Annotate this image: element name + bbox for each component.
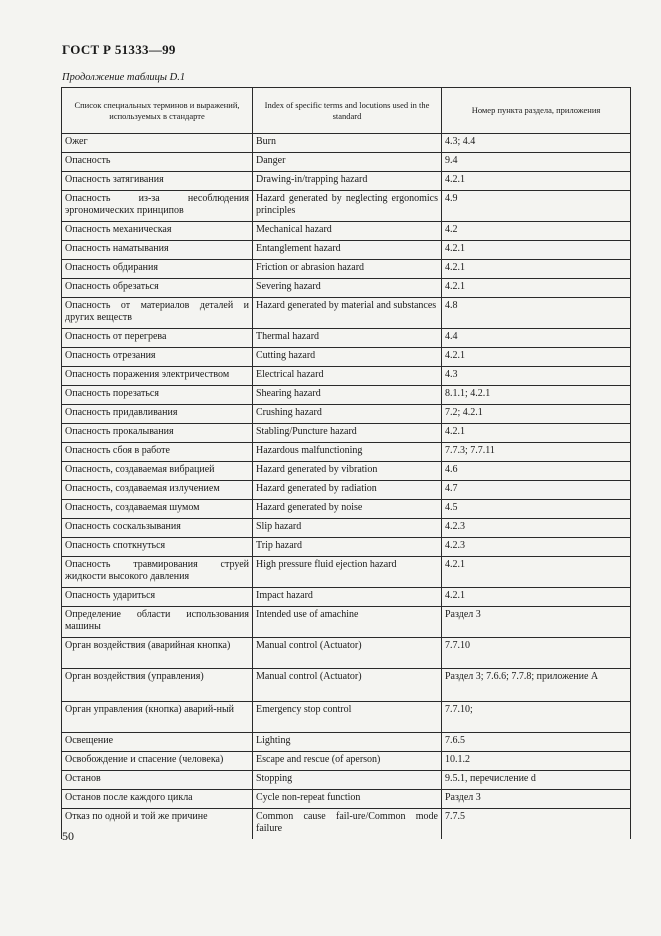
- section-reference-cell: Раздел 3: [442, 790, 631, 809]
- english-term-cell: Shearing hazard: [253, 386, 442, 405]
- section-reference-cell: 8.1.1; 4.2.1: [442, 386, 631, 405]
- table-row: [62, 279, 631, 298]
- russian-term-cell: Определение области использования машины: [62, 607, 253, 638]
- column-header-russian-terms: Список специальных терминов и выражений, используемых в стандарте: [62, 88, 253, 134]
- english-term-cell: Lighting: [253, 733, 442, 752]
- section-reference-cell: 4.2.1: [442, 557, 631, 588]
- table-row: [62, 424, 631, 443]
- table-header-row: [62, 88, 631, 134]
- english-term-cell: Entanglement hazard: [253, 241, 442, 260]
- russian-term-cell: Опасность удариться: [62, 588, 253, 607]
- section-reference-cell: 7.6.5: [442, 733, 631, 752]
- russian-term-cell: Опасность споткнуться: [62, 538, 253, 557]
- english-term-cell: Hazard generated by vibration: [253, 462, 442, 481]
- english-term-cell: Impact hazard: [253, 588, 442, 607]
- english-term-cell: Cycle non-repeat function: [253, 790, 442, 809]
- english-term-cell: Cutting hazard: [253, 348, 442, 367]
- section-reference-cell: Раздел 3; 7.6.6; 7.7.8; приложение А: [442, 669, 631, 702]
- russian-term-cell: Опасность механическая: [62, 222, 253, 241]
- section-reference-cell: 4.2.3: [442, 519, 631, 538]
- table-row: [62, 260, 631, 279]
- section-reference-cell: 7.7.10: [442, 638, 631, 669]
- section-reference-cell: 4.2.1: [442, 172, 631, 191]
- english-term-cell: Hazard generated by noise: [253, 500, 442, 519]
- english-term-cell: Manual control (Actuator): [253, 669, 442, 702]
- english-term-cell: Electrical hazard: [253, 367, 442, 386]
- section-reference-cell: 4.8: [442, 298, 631, 329]
- english-term-cell: Trip hazard: [253, 538, 442, 557]
- table-body: [62, 134, 631, 840]
- section-reference-cell: 4.3; 4.4: [442, 134, 631, 153]
- english-term-cell: High pressure fluid ejection hazard: [253, 557, 442, 588]
- english-term-cell: Escape and rescue (of aperson): [253, 752, 442, 771]
- section-reference-cell: 4.2.1: [442, 260, 631, 279]
- table-row: [62, 241, 631, 260]
- table-row: [62, 405, 631, 424]
- russian-term-cell: Опасность травмирования струей жидкости высокого давления: [62, 557, 253, 588]
- table-row: [62, 191, 631, 222]
- english-term-cell: Mechanical hazard: [253, 222, 442, 241]
- russian-term-cell: Опасность обрезаться: [62, 279, 253, 298]
- table-row: [62, 298, 631, 329]
- section-reference-cell: 7.7.10;: [442, 702, 631, 733]
- section-reference-cell: 4.7: [442, 481, 631, 500]
- table-row: [62, 134, 631, 153]
- section-reference-cell: 4.2.1: [442, 348, 631, 367]
- page-number: 50: [62, 829, 74, 843]
- english-term-cell: Hazard generated by neglecting ergonomics principles: [253, 191, 442, 222]
- section-reference-cell: 9.4: [442, 153, 631, 172]
- section-reference-cell: Раздел 3: [442, 607, 631, 638]
- russian-term-cell: Опасность из-за несоблюдения эргономических принципов: [62, 191, 253, 222]
- section-reference-cell: 4.2.1: [442, 279, 631, 298]
- russian-term-cell: Опасность поражения электричеством: [62, 367, 253, 386]
- column-header-english-terms: Index of specific terms and locutions used in the standard: [253, 88, 442, 134]
- section-reference-cell: 4.2.1: [442, 241, 631, 260]
- russian-term-cell: Орган воздействия (управления): [62, 669, 253, 702]
- table-row: [62, 771, 631, 790]
- english-term-cell: Drawing-in/trapping hazard: [253, 172, 442, 191]
- russian-term-cell: Опасность порезаться: [62, 386, 253, 405]
- english-term-cell: Hazard generated by radiation: [253, 481, 442, 500]
- english-term-cell: Intended use of amachine: [253, 607, 442, 638]
- section-reference-cell: 7.2; 4.2.1: [442, 405, 631, 424]
- table-row: [62, 348, 631, 367]
- english-term-cell: Thermal hazard: [253, 329, 442, 348]
- table-row: [62, 733, 631, 752]
- english-term-cell: Stabling/Puncture hazard: [253, 424, 442, 443]
- table-row: [62, 607, 631, 638]
- russian-term-cell: Останов после каждого цикла: [62, 790, 253, 809]
- table-row: [62, 702, 631, 733]
- table-row: [62, 367, 631, 386]
- russian-term-cell: Освобождение и спасение (человека): [62, 752, 253, 771]
- terms-table: [61, 87, 631, 839]
- table-row: [62, 809, 631, 840]
- russian-term-cell: Отказ по одной и той же причине: [62, 809, 253, 840]
- section-reference-cell: 4.3: [442, 367, 631, 386]
- section-reference-cell: 7.7.5: [442, 809, 631, 840]
- russian-term-cell: Орган воздействия (аварийная кнопка): [62, 638, 253, 669]
- section-reference-cell: 4.6: [442, 462, 631, 481]
- section-reference-cell: 10.1.2: [442, 752, 631, 771]
- table-row: [62, 386, 631, 405]
- table-row: [62, 222, 631, 241]
- english-term-cell: Friction or abrasion hazard: [253, 260, 442, 279]
- english-term-cell: Hazardous malfunctioning: [253, 443, 442, 462]
- english-term-cell: Manual control (Actuator): [253, 638, 442, 669]
- table-row: [62, 638, 631, 669]
- table-row: [62, 669, 631, 702]
- russian-term-cell: Опасность наматывания: [62, 241, 253, 260]
- table-continuation-caption: Продолжение таблицы D.1: [62, 72, 186, 83]
- russian-term-cell: Опасность, создаваемая вибрацией: [62, 462, 253, 481]
- russian-term-cell: Останов: [62, 771, 253, 790]
- section-reference-cell: 4.5: [442, 500, 631, 519]
- russian-term-cell: Орган управления (кнопка) аварий-ный: [62, 702, 253, 733]
- russian-term-cell: Опасность от перегрева: [62, 329, 253, 348]
- standard-header: ГОСТ Р 51333—99: [62, 42, 176, 57]
- table-row: [62, 172, 631, 191]
- table-row: [62, 557, 631, 588]
- table-row: [62, 462, 631, 481]
- russian-term-cell: Опасность затягивания: [62, 172, 253, 191]
- russian-term-cell: Опасность отрезания: [62, 348, 253, 367]
- section-reference-cell: 4.2.3: [442, 538, 631, 557]
- russian-term-cell: Опасность придавливания: [62, 405, 253, 424]
- table-row: [62, 153, 631, 172]
- section-reference-cell: 4.4: [442, 329, 631, 348]
- english-term-cell: Stopping: [253, 771, 442, 790]
- table-row: [62, 443, 631, 462]
- russian-term-cell: Опасность прокалывания: [62, 424, 253, 443]
- english-term-cell: Burn: [253, 134, 442, 153]
- russian-term-cell: Освещение: [62, 733, 253, 752]
- column-header-section-reference: Номер пункта раздела, приложения: [442, 88, 631, 134]
- russian-term-cell: Опасность, создаваемая излучением: [62, 481, 253, 500]
- english-term-cell: Emergency stop control: [253, 702, 442, 733]
- section-reference-cell: 4.2: [442, 222, 631, 241]
- section-reference-cell: 4.2.1: [442, 588, 631, 607]
- russian-term-cell: Опасность от материалов деталей и других веществ: [62, 298, 253, 329]
- russian-term-cell: Опасность сбоя в работе: [62, 443, 253, 462]
- table-row: [62, 500, 631, 519]
- table-row: [62, 790, 631, 809]
- english-term-cell: Hazard generated by material and substances: [253, 298, 442, 329]
- english-term-cell: Crushing hazard: [253, 405, 442, 424]
- table-row: [62, 752, 631, 771]
- section-reference-cell: 9.5.1, перечисление d: [442, 771, 631, 790]
- english-term-cell: Slip hazard: [253, 519, 442, 538]
- section-reference-cell: 4.2.1: [442, 424, 631, 443]
- russian-term-cell: Ожег: [62, 134, 253, 153]
- russian-term-cell: Опасность: [62, 153, 253, 172]
- table-row: [62, 519, 631, 538]
- table-row: [62, 329, 631, 348]
- section-reference-cell: 7.7.3; 7.7.11: [442, 443, 631, 462]
- table-row: [62, 588, 631, 607]
- table-row: [62, 538, 631, 557]
- table-row: [62, 481, 631, 500]
- english-term-cell: Common cause fail-ure/Common mode failure: [253, 809, 442, 840]
- english-term-cell: Severing hazard: [253, 279, 442, 298]
- english-term-cell: Danger: [253, 153, 442, 172]
- section-reference-cell: 4.9: [442, 191, 631, 222]
- russian-term-cell: Опасность, создаваемая шумом: [62, 500, 253, 519]
- russian-term-cell: Опасность обдирания: [62, 260, 253, 279]
- russian-term-cell: Опасность соскальзывания: [62, 519, 253, 538]
